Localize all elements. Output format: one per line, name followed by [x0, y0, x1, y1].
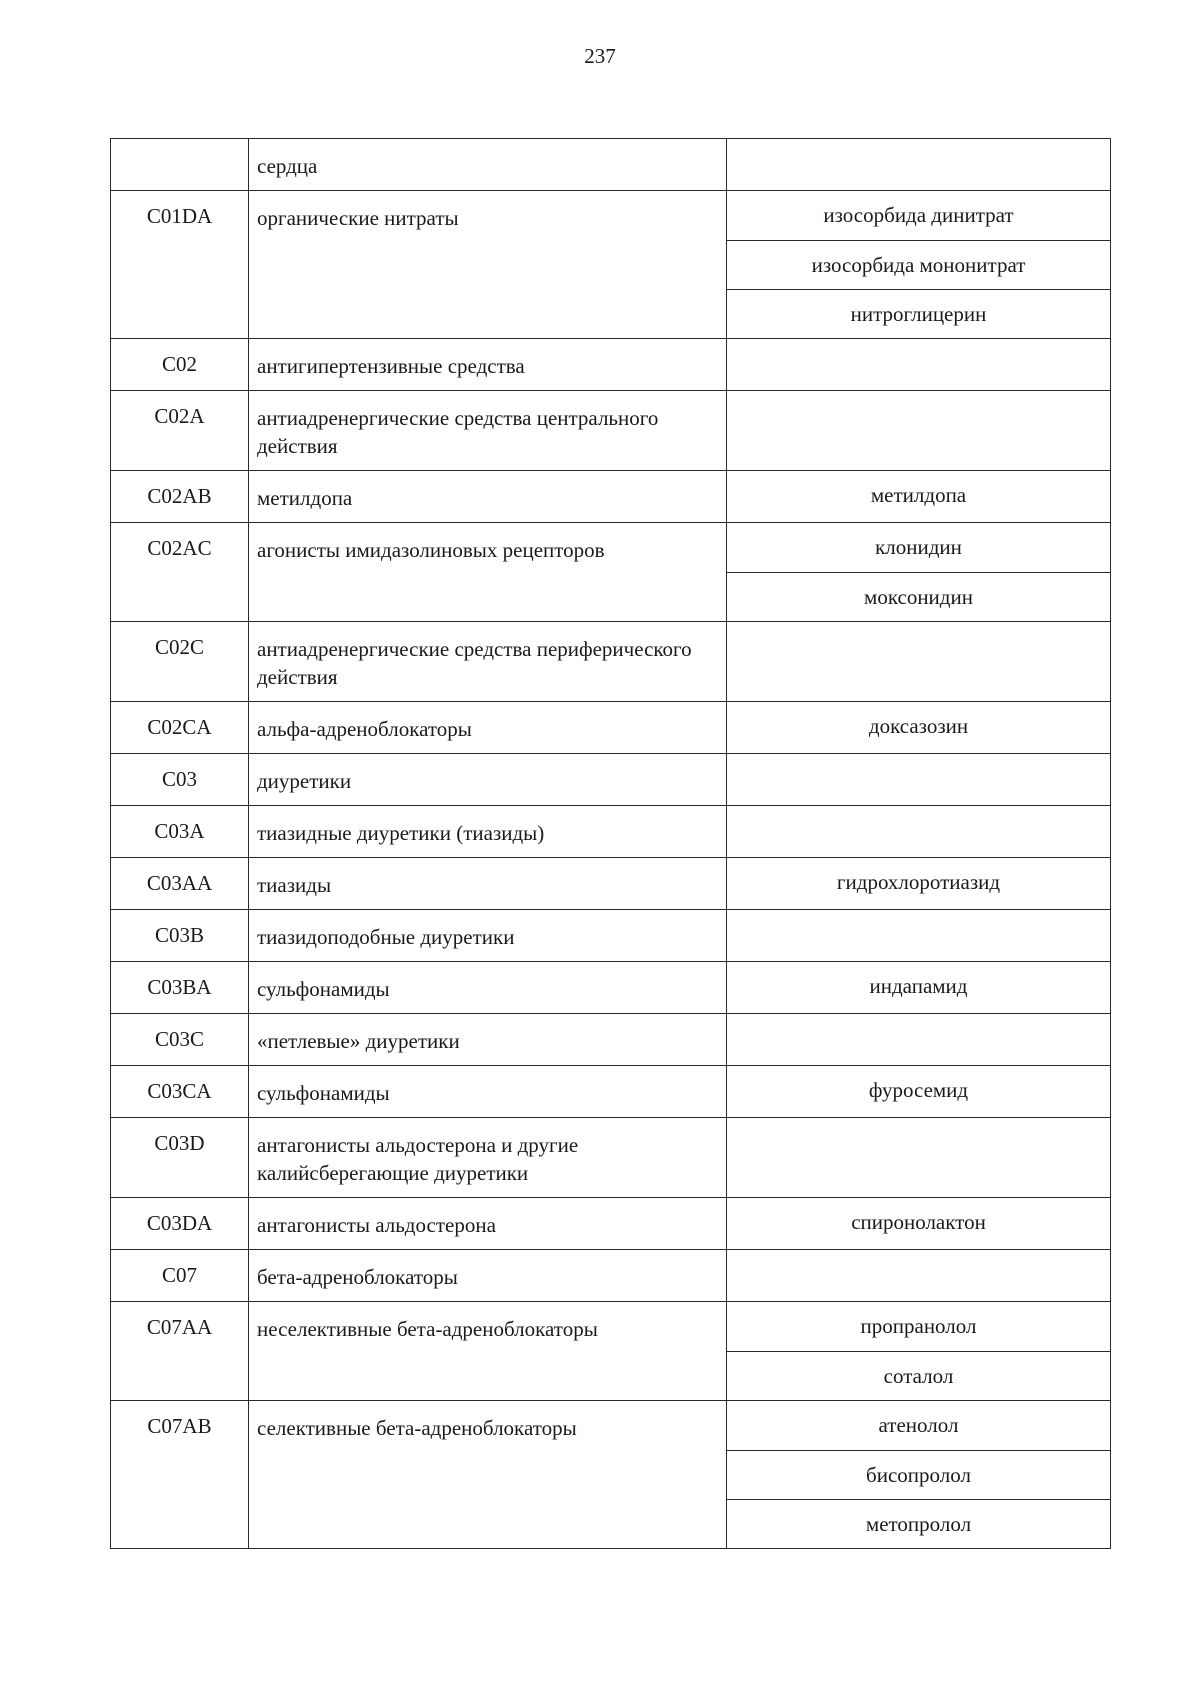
drug-list-cell — [727, 191, 1111, 339]
drug-name: метилдопа — [870, 483, 967, 507]
table-row — [111, 1250, 1111, 1302]
group-name-cell: метилдопа — [249, 471, 727, 523]
group-name-cell: антагонисты альдостерона и другие калийсберегающие диуретики — [249, 1118, 727, 1198]
table-body — [111, 139, 1111, 1549]
drug-list-cell — [727, 391, 1111, 471]
atc-code-cell: C03DA — [111, 1198, 249, 1250]
atc-code-cell: C02AC — [111, 523, 249, 622]
group-name-cell: антиадренергические средства центрального действия — [249, 391, 727, 471]
drug-name: гидрохлоротиазид — [836, 870, 1001, 894]
atc-code-cell: C02 — [111, 339, 249, 391]
drug-name: моксонидин — [727, 572, 1110, 621]
drug-name: атенолол — [878, 1413, 959, 1437]
atc-code-cell: C03BA — [111, 962, 249, 1014]
drug-name — [727, 754, 1110, 803]
drug-list-cell — [727, 858, 1111, 910]
drug-name: нитроглицерин — [727, 289, 1110, 338]
drug-name — [727, 1118, 1110, 1167]
group-name-cell: агонисты имидазолиновых рецепторов — [249, 523, 727, 622]
atc-code-cell: C03CA — [111, 1066, 249, 1118]
group-name-cell: «петлевые» диуретики — [249, 1014, 727, 1066]
table-row — [111, 962, 1111, 1014]
table-row — [111, 1198, 1111, 1250]
atc-code-cell: C01DA — [111, 191, 249, 339]
table-row — [111, 1118, 1111, 1198]
drug-list-cell — [727, 1302, 1111, 1401]
drug-name: соталол — [727, 1351, 1110, 1400]
drug-name: индапамид — [869, 974, 968, 998]
drug-name: бисопролол — [727, 1450, 1110, 1499]
group-name-cell: диуретики — [249, 754, 727, 806]
atc-code-cell: C03C — [111, 1014, 249, 1066]
table-row — [111, 754, 1111, 806]
group-name-cell: тиазидные диуретики (тиазиды) — [249, 806, 727, 858]
drug-list-cell — [727, 1066, 1111, 1118]
drug-name — [727, 806, 1110, 855]
drug-name — [727, 1250, 1110, 1299]
group-name-cell: селективные бета-адреноблокаторы — [249, 1401, 727, 1549]
atc-code-cell: C03B — [111, 910, 249, 962]
drug-name: доксазозин — [868, 714, 969, 738]
atc-code-cell: C03A — [111, 806, 249, 858]
drug-list-cell — [727, 1118, 1111, 1198]
drug-name — [727, 1014, 1110, 1063]
drug-list-cell — [727, 1014, 1111, 1066]
table-row — [111, 523, 1111, 622]
atc-code-cell: C07 — [111, 1250, 249, 1302]
group-name-cell: сульфонамиды — [249, 962, 727, 1014]
drug-name: клонидин — [875, 535, 962, 559]
atc-classification-table — [110, 138, 1111, 1549]
atc-code-cell: C03AA — [111, 858, 249, 910]
drug-name — [727, 391, 1110, 440]
drug-name: пропранолол — [860, 1314, 977, 1338]
table-row — [111, 1302, 1111, 1401]
group-name-cell: тиазиды — [249, 858, 727, 910]
drug-list-cell — [727, 523, 1111, 622]
table-row — [111, 1401, 1111, 1549]
drug-list-cell — [727, 471, 1111, 523]
drug-list-cell — [727, 339, 1111, 391]
drug-list-cell — [727, 962, 1111, 1014]
drug-list-cell — [727, 1198, 1111, 1250]
atc-code-cell: C02A — [111, 391, 249, 471]
group-name-cell: тиазидоподобные диуретики — [249, 910, 727, 962]
group-name-cell: антигипертензивные средства — [249, 339, 727, 391]
table-row — [111, 858, 1111, 910]
table-row — [111, 702, 1111, 754]
drug-name: спиронолактон — [851, 1210, 986, 1234]
table-row — [111, 1014, 1111, 1066]
drug-list-cell — [727, 1250, 1111, 1302]
atc-code-cell: C03 — [111, 754, 249, 806]
table-row — [111, 339, 1111, 391]
group-name-cell: альфа-адреноблокаторы — [249, 702, 727, 754]
drug-list-cell — [727, 702, 1111, 754]
atc-code-cell — [111, 139, 249, 191]
group-name-cell: сердца — [249, 139, 727, 191]
drug-name — [727, 139, 1110, 188]
drug-name — [727, 910, 1110, 959]
table-row — [111, 139, 1111, 191]
table-row — [111, 471, 1111, 523]
group-name-cell: антиадренергические средства периферического действия — [249, 622, 727, 702]
group-name-cell: антагонисты альдостерона — [249, 1198, 727, 1250]
drug-list-cell — [727, 910, 1111, 962]
atc-code-cell: C02C — [111, 622, 249, 702]
table-row — [111, 910, 1111, 962]
atc-code-cell: C07AB — [111, 1401, 249, 1549]
table-row — [111, 391, 1111, 471]
drug-name: изосорбида мононитрат — [727, 240, 1110, 289]
drug-list-cell — [727, 139, 1111, 191]
table-row — [111, 1066, 1111, 1118]
table-row — [111, 191, 1111, 339]
group-name-cell: органические нитраты — [249, 191, 727, 339]
drug-name — [727, 339, 1110, 388]
group-name-cell: сульфонамиды — [249, 1066, 727, 1118]
drug-list-cell — [727, 806, 1111, 858]
atc-code-cell: C07AA — [111, 1302, 249, 1401]
atc-code-cell: C03D — [111, 1118, 249, 1198]
drug-list-cell — [727, 1401, 1111, 1549]
atc-code-cell: C02AB — [111, 471, 249, 523]
table-row — [111, 806, 1111, 858]
drug-name: метопролол — [727, 1499, 1110, 1548]
drug-list-cell — [727, 622, 1111, 702]
atc-code-cell: C02CA — [111, 702, 249, 754]
drug-list-cell — [727, 754, 1111, 806]
drug-name: фуросемид — [868, 1078, 969, 1102]
group-name-cell: неселективные бета-адреноблокаторы — [249, 1302, 727, 1401]
table-row — [111, 622, 1111, 702]
group-name-cell: бета-адреноблокаторы — [249, 1250, 727, 1302]
drug-name — [727, 622, 1110, 671]
page-number: 237 — [584, 44, 616, 68]
drug-name: изосорбида динитрат — [823, 203, 1014, 227]
